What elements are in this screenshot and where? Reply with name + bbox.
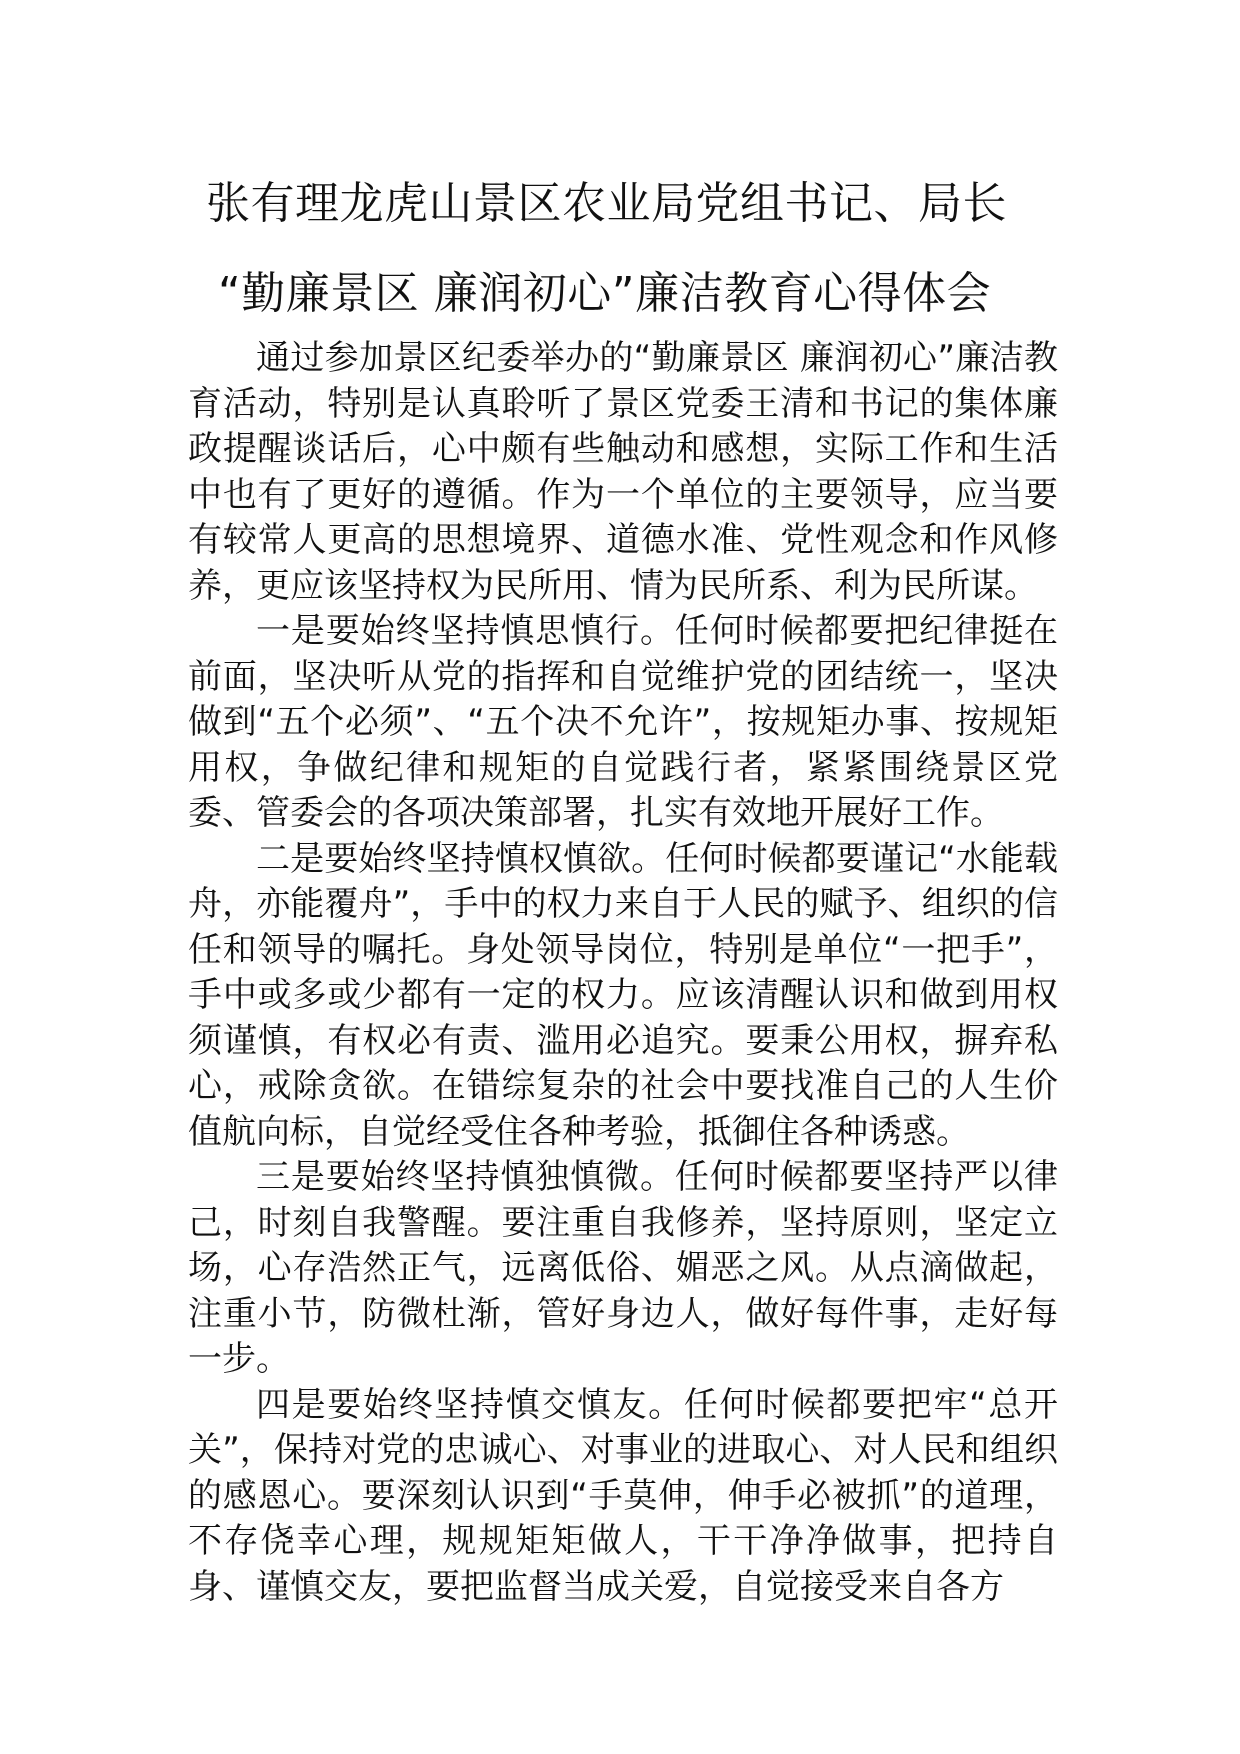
paragraph-point-2: 二是要始终坚持慎权慎欲。任何时候都要谨记“水能载舟，亦能覆舟”，手中的权力来自于人民的赋予、组织的信任和领导的嘱托。身处领导岗位，特别是单位“一把手”，手中或多或少都有一定的权力。应该清醒认识和做到用权须谨慎，有权必有责、滥用必追究。要秉公用权，摒弃私心，戒除贪欲。在错综复杂的社会中要找准自己的人生价值航向标，自觉经受住各种考验，抵御住各种诱惑。: [188, 838, 1058, 1152]
document-title-line-1: 张有理龙虎山景区农业局党组书记、局长: [206, 178, 1007, 229]
paragraph-point-1: 一是要始终坚持慎思慎行。任何时候都要把纪律挺在前面，坚决听从党的指挥和自觉维护党的团结统一，坚决做到“五个必须”、“五个决不允许”，按规矩办事、按规矩用权，争做纪律和规矩的自觉践行者，紧紧围绕景区党委、管委会的各项决策部署，扎实有效地开展好工作。: [188, 611, 1058, 833]
paragraph-point-4: 四是要始终坚持慎交慎友。任何时候都要把牢“总开关”，保持对党的忠诚心、对事业的进取心、对人民和组织的感恩心。要深刻认识到“手莫伸，伸手必被抓”的道理，不存侥幸心理，规规矩矩做人，干干净净做事，把持自身、谨慎交友，要把监督当成关爱，自觉接受来自各方: [188, 1384, 1058, 1607]
paragraph-intro: 通过参加景区纪委举办的“勤廉景区 廉润初心”廉洁教育活动，特别是认真聆听了景区党委王清和书记的集体廉政提醒谈话后，心中颇有些触动和感想，实际工作和生活中也有了更好的遵循。作为一个单位的主要领导，应当要有较常人更高的思想境界、道德水准、党性观念和作风修养，更应该坚持权为民所用、情为民所系、利为民所谋。: [188, 338, 1058, 606]
document-body: [188, 336, 1058, 1610]
paragraph-point-3: 三是要始终坚持慎独慎微。任何时候都要坚持严以律己，时刻自我警醒。要注重自我修养，坚持原则，坚定立场，心存浩然正气，远离低俗、媚恶之风。从点滴做起，注重小节，防微杜渐，管好身边人，做好每件事，走好每一步。: [188, 1157, 1058, 1379]
document-title-line-2: “勤廉景区 廉润初心”廉洁教育心得体会: [218, 268, 992, 319]
